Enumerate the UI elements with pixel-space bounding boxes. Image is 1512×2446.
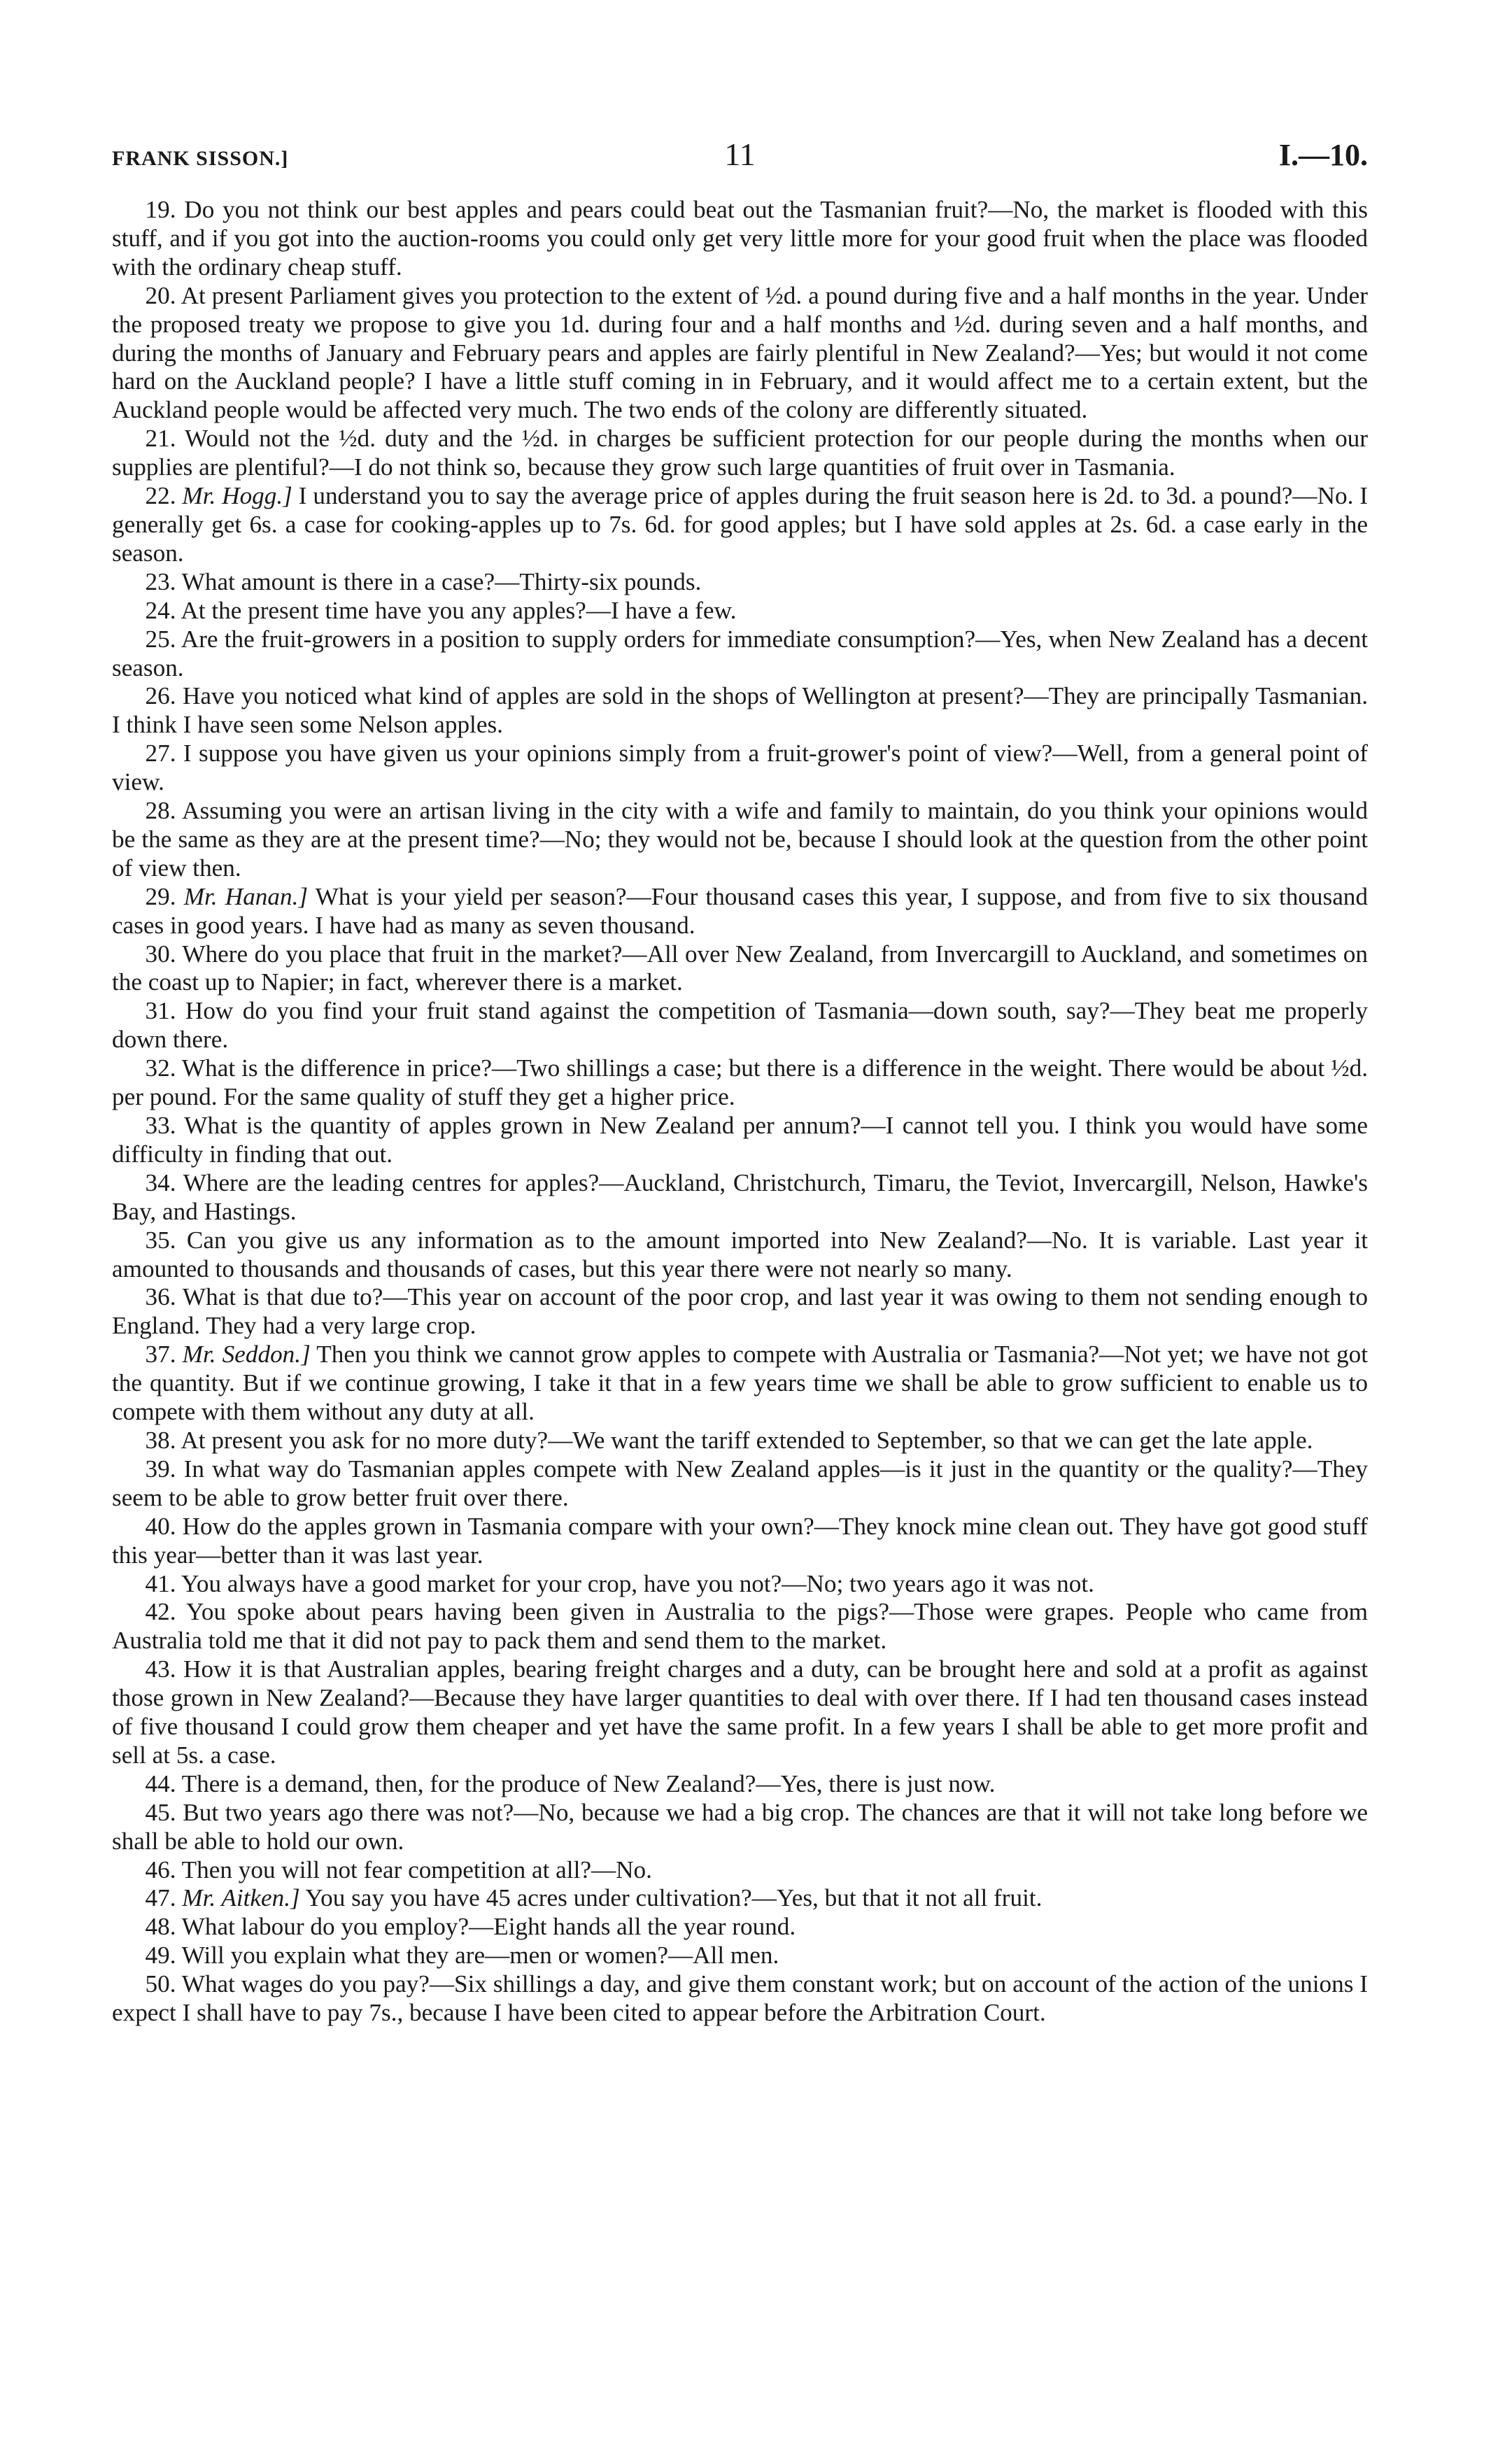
question-paragraph: 45. But two years ago there was not?—No, because we had a big crop. The chances are that it will not take long before we shall be able to hold our own. — [112, 1798, 1368, 1855]
question-paragraph: 33. What is the quantity of apples grown in New Zealand per annum?—I cannot tell you. I think you would have some difficulty in finding that out. — [112, 1112, 1368, 1168]
question-paragraph: 49. Will you explain what they are—men or women?—All men. — [145, 1942, 779, 1970]
question-paragraph: 27. I suppose you have given us your opinions simply from a fruit-grower's point of view?—Well, from a general point of view. — [112, 740, 1368, 796]
question-paragraph — [112, 1884, 1368, 1913]
speaker-name: Mr. Hogg.] — [182, 482, 292, 510]
question-paragraph: 46. Then you will not fear competition at all?—No. — [145, 1855, 652, 1883]
evidence-body — [112, 196, 1368, 2028]
page-header — [112, 133, 1368, 196]
question-number: 37. — [145, 1341, 183, 1369]
question-paragraph: 30. Where do you place that fruit in the market?—All over New Zealand, from Invercargill to Auckland, and sometimes on the coast up to Napier; in fact, wherever there is a market. — [112, 940, 1368, 996]
question-paragraph: 23. What amount is there in a case?—Thirty-six pounds. — [145, 567, 702, 595]
question-text: Then you think we cannot grow apples to compete with Australia or Tasmania?—Not yet; we have not got the quantity. But if we continue growing, I take it that in a few years time we shall be able to grow sufficient to enable us to compete with them without any duty at all. — [112, 1341, 1368, 1426]
question-paragraph: 43. How it is that Australian apples, bearing freight charges and a duty, can be brought here and sold at a profit as against those grown in New Zealand?—Because they have larger quantities to deal with over there. If I had ten thousand cases instead of five thousand I could grow them cheaper and yet have the same profit. In a few years I shall be able to get more profit and sell at 5s. a case. — [112, 1655, 1368, 1769]
speaker-name: Mr. Aitken.] — [182, 1884, 300, 1912]
question-text: You say you have 45 acres under cultivation?—Yes, but that it not all fruit. — [299, 1884, 1043, 1912]
question-paragraph: 42. You spoke about pears having been given in Australia to the pigs?—Those were grapes. People who came from Australia told me that it did not pay to pack them and send them to the market. — [112, 1598, 1368, 1655]
question-paragraph: 26. Have you noticed what kind of apples are sold in the shops of Wellington at present?—They are principally Tasmanian. I think I have seen some Nelson apples. — [112, 682, 1368, 739]
question-paragraph: 50. What wages do you pay?—Six shillings a day, and give them constant work; but on account of the action of the unions I expect I shall have to pay 7s., because I have been cited to appear before the Arbitration Court. — [112, 1970, 1368, 2027]
question-paragraph: 35. Can you give us any information as to the amount imported into New Zealand?—No. It is variable. Last year it amounted to thousands and thousands of cases, but this year there were not nearly so many. — [112, 1226, 1368, 1282]
question-paragraph: 40. How do the apples grown in Tasmania compare with your own?—They knock mine clean out. They have got good stuff this year—better than it was last year. — [112, 1512, 1368, 1569]
question-paragraph: 38. At present you ask for no more duty?—We want the tariff extended to September, so that we can get the late apple. — [145, 1426, 1313, 1454]
question-paragraph: 19. Do you not think our best apples and pears could beat out the Tasmanian fruit?—No, the market is flooded with this stuff, and if you got into the auction-rooms you could only get very little more for your good fruit when the place was flooded with the ordinary cheap stuff. — [112, 196, 1368, 281]
question-paragraph: 24. At the present time have you any apples?—I have a few. — [145, 596, 737, 624]
question-number: 29. — [145, 882, 184, 910]
question-text: I understand you to say the average price of apples during the fruit season here is 2d. to 3d. a pound?—No. I generally get 6s. a case for cooking-apples up to 7s. 6d. for good apples; but I have sold apples at 2s. 6d. a case early in the season. — [112, 482, 1369, 567]
question-paragraph: 32. What is the difference in price?—Two shillings a case; but there is a difference in the weight. There would be about ½d. per pound. For the same quality of stuff they get a higher price. — [112, 1054, 1368, 1111]
question-paragraph — [112, 482, 1368, 568]
document-page — [112, 133, 1368, 2028]
question-number: 22. — [145, 482, 183, 510]
question-paragraph: 25. Are the fruit-growers in a position to supply orders for immediate consumption?—Yes, when New Zealand has a decent season. — [112, 625, 1368, 681]
witness-name: FRANK SISSON.] — [112, 147, 289, 170]
question-paragraph: 34. Where are the leading centres for apples?—Auckland, Christchurch, Timaru, the Teviot, Invercargill, Nelson, Hawke's Bay, and Hastings. — [112, 1168, 1368, 1225]
question-paragraph: 48. What labour do you employ?—Eight hands all the year round. — [145, 1913, 796, 1941]
question-paragraph: 31. How do you find your fruit stand against the competition of Tasmania—down south, say?—They beat me properly down there. — [112, 997, 1368, 1054]
question-number: 47. — [145, 1884, 183, 1912]
page-number: 11 — [724, 136, 756, 172]
speaker-name: Mr. Seddon.] — [182, 1341, 311, 1369]
question-paragraph: 39. In what way do Tasmanian apples compete with New Zealand apples—is it just in the quantity or the quality?—They seem to be able to grow better fruit over there. — [112, 1455, 1368, 1511]
question-paragraph: 36. What is that due to?—This year on account of the poor crop, and last year it was owing to them not sending enough to England. They had a very large crop. — [112, 1283, 1368, 1340]
question-paragraph: 41. You always have a good market for your crop, have you not?—No; two years ago it was not. — [145, 1569, 1094, 1597]
question-paragraph: 44. There is a demand, then, for the produce of New Zealand?—Yes, there is just now. — [145, 1769, 996, 1797]
question-paragraph — [112, 1341, 1368, 1427]
question-paragraph: 20. At present Parliament gives you protection to the extent of ½d. a pound during five and a half months in the year. Under the proposed treaty we propose to give you 1d. during four and a half months and ½d. during seven and a half months, and during the months of January and February pears and apples are fairly plentiful in New Zealand?—Yes; but would it not come hard on the Auckland people? I have a little stuff coming in in February, and it would affect me to a certain extent, but the Auckland people would be affected very much. The two ends of the colony are differently situated. — [112, 281, 1368, 424]
question-text: What is your yield per season?—Four thousand cases this year, I suppose, and from five to six thousand cases in good years. I have had as many as seven thousand. — [112, 882, 1368, 939]
question-paragraph — [112, 883, 1368, 940]
question-paragraph: 28. Assuming you were an artisan living in the city with a wife and family to maintain, do you think your opinions would be the same as they are at the present time?—No; they would not be, because I should look at the question from the other point of view then. — [112, 797, 1368, 882]
speaker-name: Mr. Hanan.] — [183, 882, 309, 910]
question-paragraph: 21. Would not the ½d. duty and the ½d. in charges be sufficient protection for our people during the months when our supplies are plentiful?—I do not think so, because they grow such large quantities of fruit over in Tasmania. — [112, 425, 1368, 481]
document-reference: I.—10. — [1278, 138, 1368, 172]
